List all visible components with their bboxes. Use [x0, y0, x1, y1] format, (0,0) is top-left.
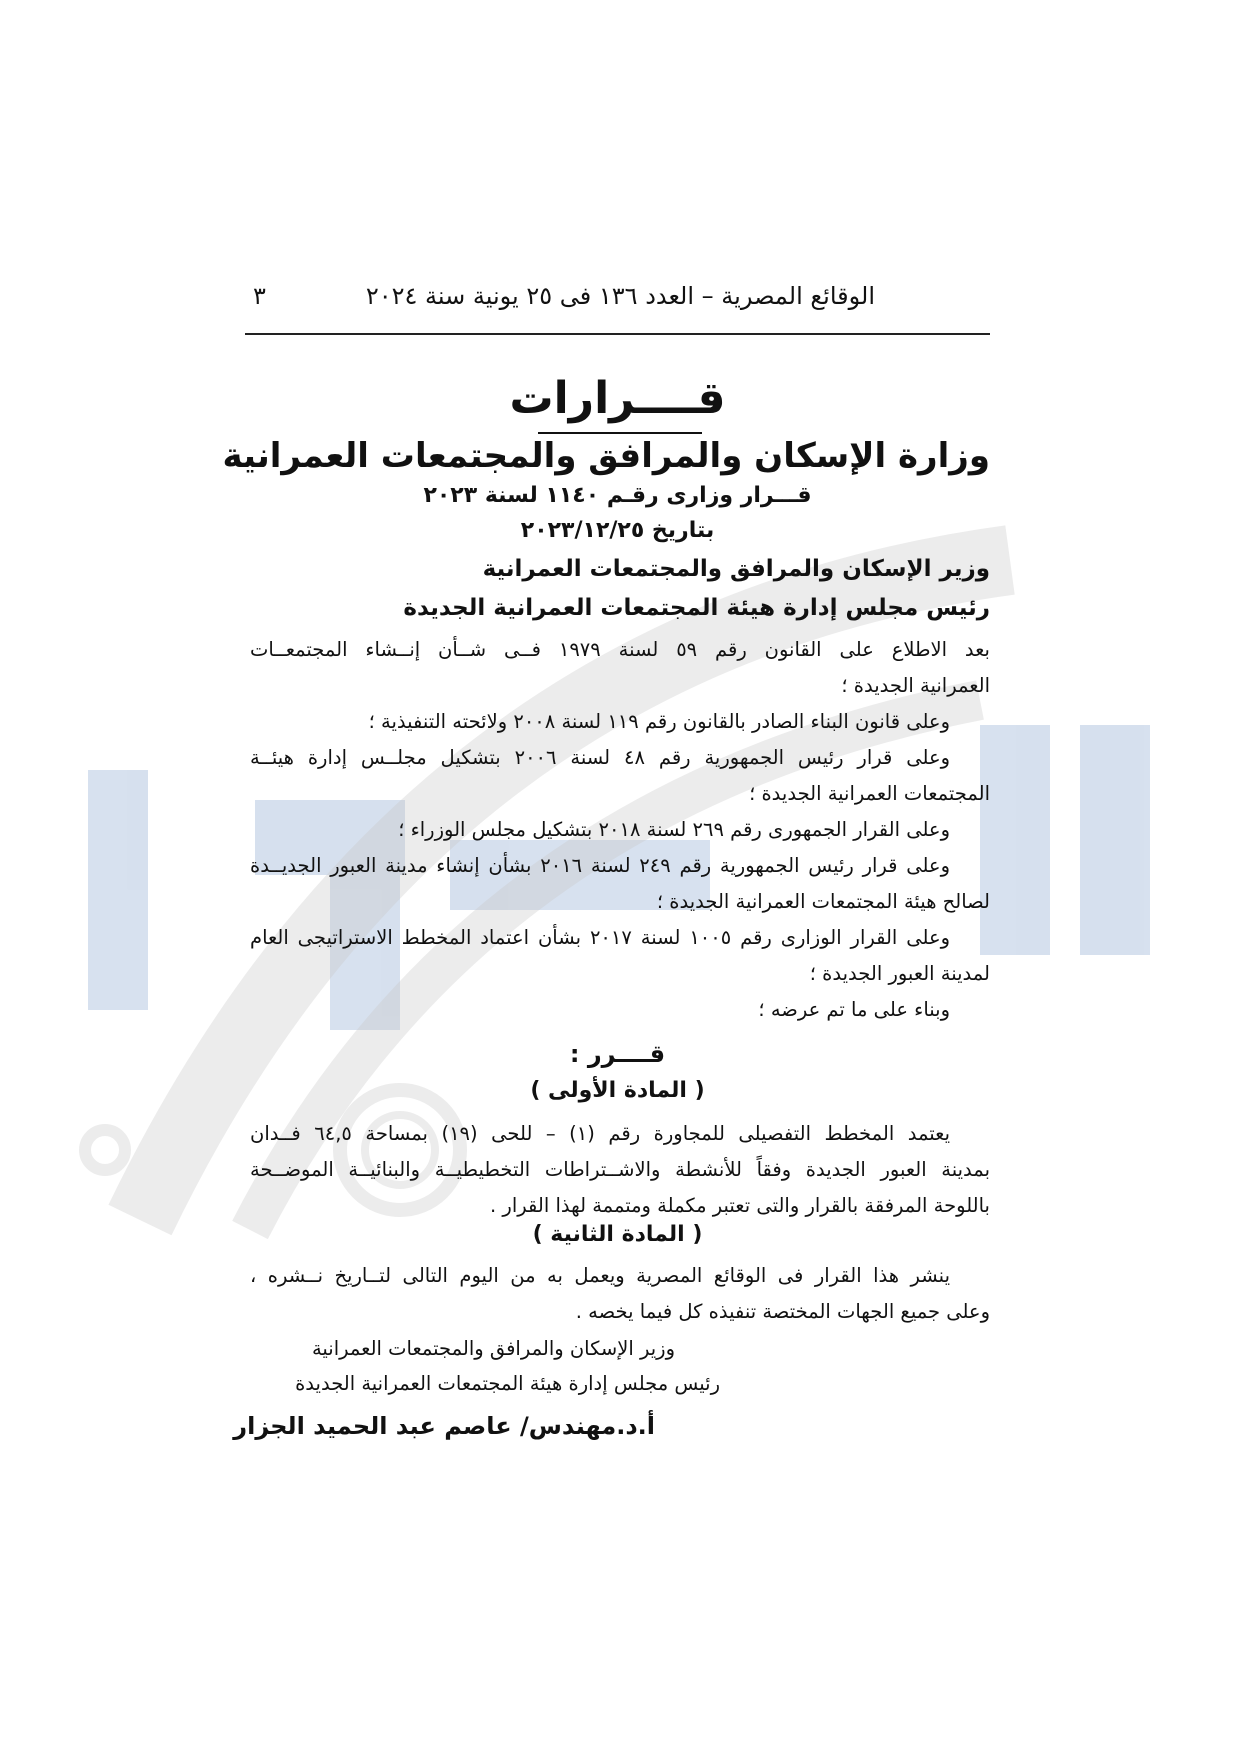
page-number: ٣ [253, 282, 266, 310]
preamble-line: لمدينة العبور الجديدة ؛ [809, 962, 990, 985]
page-header [245, 282, 990, 322]
article-2-line: وعلى جميع الجهات المختصة تنفيذه كل فيما يخصه . [575, 1300, 990, 1323]
preamble-line: المجتمعات العمرانية الجديدة ؛ [749, 782, 990, 805]
preamble-line: بعد الاطلاع على القانون رقم ٥٩ لسنة ١٩٧٩ فــى شــأن إنــشاء المجتمعــات [250, 638, 990, 661]
gazette-header-title: الوقائع المصرية – العدد ١٣٦ فى ٢٥ يونية سنة ٢٠٢٤ [365, 282, 875, 310]
decree-date: بتاريخ ٢٠٢٣/١٢/٢٥ [520, 518, 715, 543]
preamble-line: لصالح هيئة المجتمعات العمرانية الجديدة ؛ [656, 890, 990, 913]
article-1-line: بمدينة العبور الجديدة وفقاً للأنشطة والاشــتراطات التخطيطيــة والبنائيــة الموضــحة [250, 1158, 990, 1181]
decision-label: قــــرر : [569, 1040, 666, 1068]
signatory-title-2: رئيس مجلس إدارة هيئة المجتمعات العمرانية الجديدة [295, 1372, 720, 1395]
signatory-name: أ.د.مهندس/ عاصم عبد الحميد الجزار [233, 1412, 655, 1440]
preamble-line: وعلى القرار الجمهورى رقم ٢٦٩ لسنة ٢٠١٨ بتشكيل مجلس الوزراء ؛ [398, 818, 950, 841]
header-divider [245, 333, 990, 335]
article-2-title: ( المادة الثانية ) [532, 1222, 703, 1247]
section-title-underline [538, 432, 702, 434]
decree-number: قـــرار وزارى رقـم ١١٤٠ لسنة ٢٠٢٣ [423, 483, 812, 508]
preamble-line: وعلى قرار رئيس الجمهورية رقم ٢٤٩ لسنة ٢٠١٦ بشأن إنشاء مدينة العبور الجديــدة [250, 854, 950, 877]
preamble-line: وعلى القرار الوزارى رقم ١٠٠٥ لسنة ٢٠١٧ بشأن اعتماد المخطط الاستراتيجى العام [250, 926, 950, 949]
article-2-line: ينشر هذا القرار فى الوقائع المصرية ويعمل به من اليوم التالى لتــاريخ نــشره ، [250, 1264, 950, 1287]
preamble-line: وبناء على ما تم عرضه ؛ [758, 998, 950, 1021]
article-1-line: باللوحة المرفقة بالقرار والتى تعتبر مكملة ومتممة لهذا القرار . [490, 1194, 990, 1217]
preamble-line: وعلى قرار رئيس الجمهورية رقم ٤٨ لسنة ٢٠٠٦ بتشكيل مجلــس إدارة هيئــة [250, 746, 950, 769]
issuer-line-2: رئيس مجلس إدارة هيئة المجتمعات العمرانية الجديدة [403, 595, 990, 621]
article-1-title: ( المادة الأولى ) [530, 1078, 705, 1103]
preamble-line: العمرانية الجديدة ؛ [841, 674, 990, 697]
issuer-line-1: وزير الإسكان والمرافق والمجتمعات العمرانية [482, 556, 990, 582]
article-1-line: يعتمد المخطط التفصيلى للمجاورة رقم (١) – للحى (١٩) بمساحة ٦٤,٥ فــدان [250, 1122, 951, 1145]
signatory-title-1: وزير الإسكان والمرافق والمجتمعات العمرانية [311, 1337, 675, 1360]
section-title: قــــرارات [509, 373, 726, 424]
preamble-line: وعلى قانون البناء الصادر بالقانون رقم ١١٩ لسنة ٢٠٠٨ ولائحته التنفيذية ؛ [368, 710, 950, 733]
ministry-name: وزارة الإسكان والمرافق والمجتمعات العمرانية [222, 436, 990, 476]
